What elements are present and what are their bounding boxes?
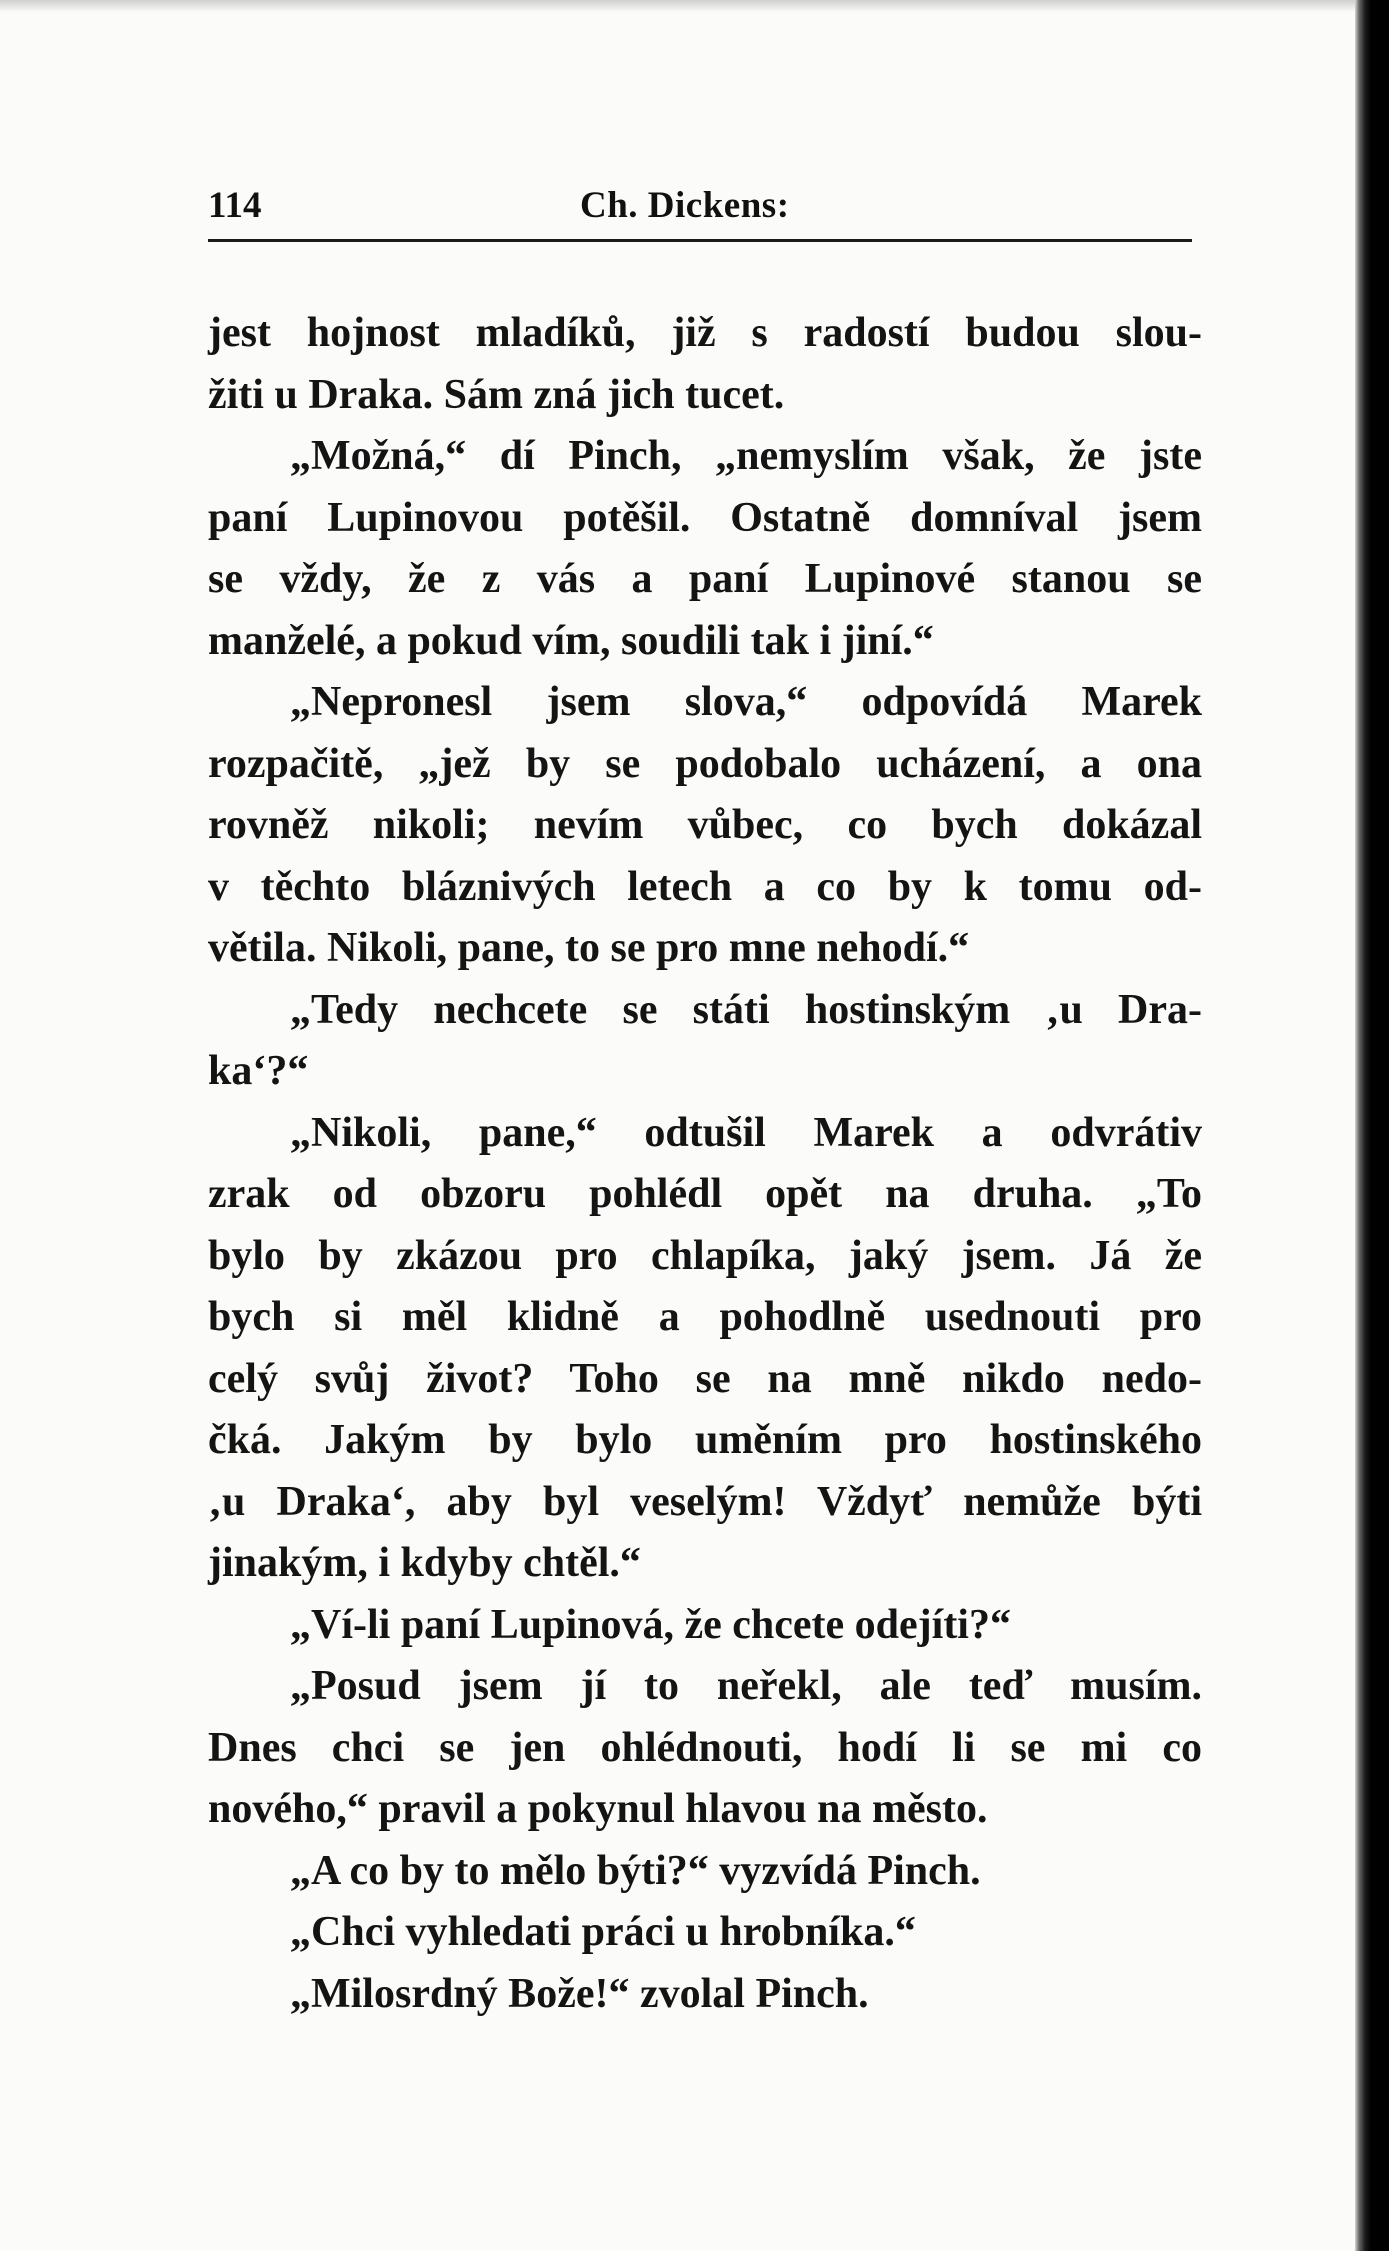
header-rule [208, 239, 1192, 242]
text-line: rovněž nikoli; nevím vůbec, co bych dokázal [208, 802, 1202, 848]
book-spine [1355, 0, 1389, 2251]
text-line: bylo by zkázou pro chlapíka, jaký jsem. Já že [208, 1232, 1202, 1279]
text-line: jest hojnost mladíků, již s radostí budou slou- [208, 310, 1202, 356]
text-line: „Posud jsem jí to neřekl, ale teď musím. [290, 1663, 1202, 1709]
text-line: nového,“ pravil a pokynul hlavou na město. [208, 1786, 988, 1832]
text-line: zrak od obzoru pohlédl opět na druha. „To [208, 1171, 1202, 1217]
text-line: manželé, a pokud vím, soudili tak i jiní.“ [208, 617, 934, 664]
text-line: větila. Nikoli, pane, to se pro mne nehodí.“ [208, 925, 970, 971]
text-line: rozpačitě, „jež by se podobalo ucházení, a ona [208, 740, 1202, 787]
text-line: čká. Jakým by bylo uměním pro hostinského [208, 1417, 1202, 1463]
text-line: ‚u Draka‘, aby byl veselým! Vždyť nemůže býti [208, 1478, 1202, 1525]
text-line: „Možná,“ dí Pinch, „nemyslím však, že jste [290, 433, 1202, 479]
text-line: jinakým, i kdyby chtěl.“ [208, 1540, 641, 1586]
text-line: se vždy, že z vás a paní Lupinové stanou se [208, 556, 1202, 602]
page-header [208, 176, 1192, 228]
text-line: „Ví-li paní Lupinová, že chcete odejíti?“ [290, 1601, 1011, 1648]
text-line: ka‘?“ [208, 1048, 309, 1094]
text-line: žiti u Draka. Sám zná jich tucet. [208, 371, 785, 418]
text-line: v těchto bláznivých letech a co by k tomu od- [208, 863, 1202, 910]
page-top-edge [0, 0, 1355, 12]
text-line: bych si měl klidně a pohodlně usednouti pro [208, 1294, 1202, 1340]
running-title: Ch. Dickens: [580, 185, 790, 226]
text-line: „A co by to mělo býti?“ vyzvídá Pinch. [290, 1847, 981, 1894]
text-line: paní Lupinovou potěšil. Ostatně domníval jsem [208, 494, 1202, 541]
page-number: 114 [208, 185, 262, 226]
text-line: „Milosrdný Bože!“ zvolal Pinch. [290, 1970, 869, 2017]
text-line: „Nikoli, pane,“ odtušil Marek a odvrátiv [290, 1109, 1202, 1156]
text-line: celý svůj život? Toho se na mně nikdo nedo- [208, 1355, 1202, 1402]
text-line: Dnes chci se jen ohlédnouti, hodí li se mi co [208, 1724, 1202, 1771]
body-text [208, 303, 1202, 2025]
text-line: „Chci vyhledati práci u hrobníka.“ [290, 1909, 916, 1955]
text-line: „Tedy nechcete se státi hostinským ‚u Dra- [290, 986, 1202, 1033]
text-line: „Nepronesl jsem slova,“ odpovídá Marek [290, 679, 1202, 725]
